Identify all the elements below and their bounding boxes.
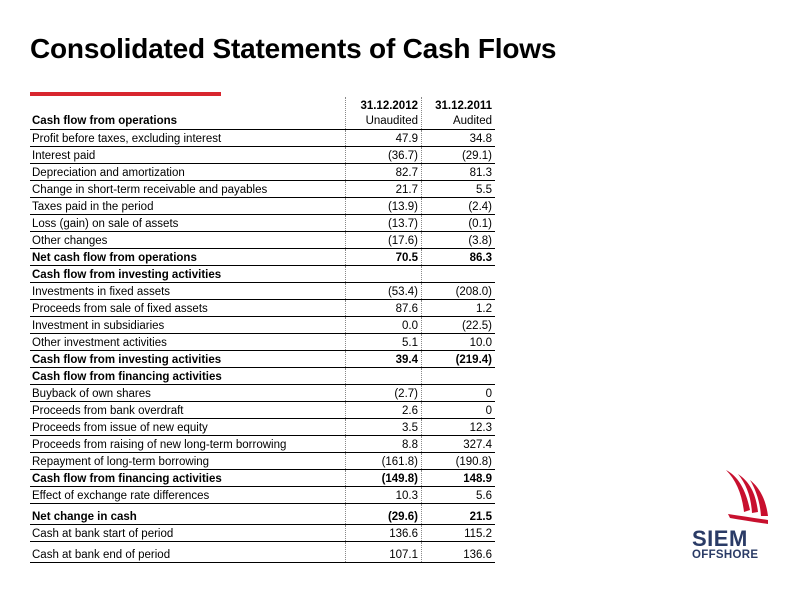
value-2011: 21.5 bbox=[422, 504, 496, 525]
table-row bbox=[30, 419, 495, 436]
row-label: Cash flow from financing activities bbox=[30, 470, 346, 487]
value-2012: 2.6 bbox=[346, 402, 422, 419]
table-row-total bbox=[30, 470, 495, 487]
row-label: Proceeds from issue of new equity bbox=[30, 419, 346, 436]
row-label: Depreciation and amortization bbox=[30, 164, 346, 181]
row-label: Loss (gain) on sale of assets bbox=[30, 215, 346, 232]
value-2012: 5.1 bbox=[346, 334, 422, 351]
value-2012: 107.1 bbox=[346, 542, 422, 563]
row-label: Taxes paid in the period bbox=[30, 198, 346, 215]
column-header-2012 bbox=[346, 97, 422, 130]
row-label: Cash at bank start of period bbox=[30, 525, 346, 542]
table-row bbox=[30, 283, 495, 300]
logo-wordmark-offshore: OFFSHORE bbox=[692, 549, 759, 561]
table-row bbox=[30, 542, 495, 563]
value-2012: 3.5 bbox=[346, 419, 422, 436]
row-label: Net change in cash bbox=[30, 504, 346, 525]
table-row-total bbox=[30, 266, 495, 283]
row-label: Interest paid bbox=[30, 147, 346, 164]
table-row bbox=[30, 487, 495, 504]
table-row bbox=[30, 317, 495, 334]
value-2012: 70.5 bbox=[346, 249, 422, 266]
value-2011: 148.9 bbox=[422, 470, 496, 487]
row-label: Cash at bank end of period bbox=[30, 542, 346, 563]
value-2011: (0.1) bbox=[422, 215, 496, 232]
value-2011: (190.8) bbox=[422, 453, 496, 470]
row-label: Buyback of own shares bbox=[30, 385, 346, 402]
value-2012: 82.7 bbox=[346, 164, 422, 181]
value-2012: 47.9 bbox=[346, 130, 422, 147]
value-2012: (29.6) bbox=[346, 504, 422, 525]
column-status-2011: Audited bbox=[452, 115, 492, 127]
table-row bbox=[30, 436, 495, 453]
value-2012 bbox=[346, 266, 422, 283]
table-row bbox=[30, 147, 495, 164]
table-row-total bbox=[30, 504, 495, 525]
value-2011: 5.5 bbox=[422, 181, 496, 198]
value-2011: (22.5) bbox=[422, 317, 496, 334]
value-2011 bbox=[422, 368, 496, 385]
row-label: Other investment activities bbox=[30, 334, 346, 351]
section-header-operations: Cash flow from operations bbox=[30, 97, 346, 130]
row-label: Investments in fixed assets bbox=[30, 283, 346, 300]
row-label: Effect of exchange rate differences bbox=[30, 487, 346, 504]
siem-offshore-logo bbox=[692, 470, 782, 580]
row-label: Proceeds from raising of new long-term borrowing bbox=[30, 436, 346, 453]
value-2011: (208.0) bbox=[422, 283, 496, 300]
value-2012: (2.7) bbox=[346, 385, 422, 402]
table-row bbox=[30, 385, 495, 402]
table-row bbox=[30, 130, 495, 147]
table-row-total bbox=[30, 351, 495, 368]
value-2011: (2.4) bbox=[422, 198, 496, 215]
value-2011: 34.8 bbox=[422, 130, 496, 147]
value-2011: (219.4) bbox=[422, 351, 496, 368]
table-row bbox=[30, 402, 495, 419]
value-2011: 0 bbox=[422, 402, 496, 419]
value-2011: 115.2 bbox=[422, 525, 496, 542]
value-2012: (53.4) bbox=[346, 283, 422, 300]
value-2012: (149.8) bbox=[346, 470, 422, 487]
value-2012: 0.0 bbox=[346, 317, 422, 334]
value-2011: 81.3 bbox=[422, 164, 496, 181]
column-date-2011: 31.12.2011 bbox=[435, 100, 492, 112]
value-2011: 0 bbox=[422, 385, 496, 402]
value-2012: 21.7 bbox=[346, 181, 422, 198]
value-2012: (36.7) bbox=[346, 147, 422, 164]
table-row bbox=[30, 198, 495, 215]
value-2012: (17.6) bbox=[346, 232, 422, 249]
table-row bbox=[30, 334, 495, 351]
page-title: Consolidated Statements of Cash Flows bbox=[30, 33, 557, 64]
table-row bbox=[30, 453, 495, 470]
logo-wordmark-siem: SIEM bbox=[692, 526, 748, 551]
row-label: Cash flow from financing activities bbox=[30, 368, 346, 385]
column-date-2012: 31.12.2012 bbox=[360, 100, 418, 112]
value-2012: 10.3 bbox=[346, 487, 422, 504]
value-2012: 87.6 bbox=[346, 300, 422, 317]
row-label: Repayment of long-term borrowing bbox=[30, 453, 346, 470]
value-2011: 327.4 bbox=[422, 436, 496, 453]
row-label: Cash flow from investing activities bbox=[30, 266, 346, 283]
table-row bbox=[30, 215, 495, 232]
sail-mark-icon bbox=[724, 470, 770, 528]
column-status-2012: Unaudited bbox=[365, 115, 418, 127]
row-label: Proceeds from sale of fixed assets bbox=[30, 300, 346, 317]
value-2012: 136.6 bbox=[346, 525, 422, 542]
value-2011: (29.1) bbox=[422, 147, 496, 164]
value-2011: 1.2 bbox=[422, 300, 496, 317]
row-label: Change in short-term receivable and payables bbox=[30, 181, 346, 198]
value-2012 bbox=[346, 368, 422, 385]
value-2011: 5.6 bbox=[422, 487, 496, 504]
value-2012: 8.8 bbox=[346, 436, 422, 453]
value-2011: (3.8) bbox=[422, 232, 496, 249]
table-row bbox=[30, 232, 495, 249]
row-label: Proceeds from bank overdraft bbox=[30, 402, 346, 419]
table-row bbox=[30, 300, 495, 317]
row-label: Other changes bbox=[30, 232, 346, 249]
value-2012: (13.7) bbox=[346, 215, 422, 232]
row-label: Cash flow from investing activities bbox=[30, 351, 346, 368]
value-2012: 39.4 bbox=[346, 351, 422, 368]
row-label: Investment in subsidiaries bbox=[30, 317, 346, 334]
table-row-total bbox=[30, 368, 495, 385]
column-header-2011 bbox=[422, 97, 496, 130]
value-2011: 86.3 bbox=[422, 249, 496, 266]
table-row bbox=[30, 181, 495, 198]
value-2011: 136.6 bbox=[422, 542, 496, 563]
value-2011: 12.3 bbox=[422, 419, 496, 436]
table-row bbox=[30, 525, 495, 542]
value-2012: (161.8) bbox=[346, 453, 422, 470]
cash-flow-table bbox=[30, 97, 495, 563]
value-2011: 10.0 bbox=[422, 334, 496, 351]
table-header-row bbox=[30, 97, 495, 130]
row-label: Net cash flow from operations bbox=[30, 249, 346, 266]
table-row bbox=[30, 164, 495, 181]
value-2011 bbox=[422, 266, 496, 283]
row-label: Profit before taxes, excluding interest bbox=[30, 130, 346, 147]
value-2012: (13.9) bbox=[346, 198, 422, 215]
table-row-total bbox=[30, 249, 495, 266]
title-underline bbox=[30, 92, 221, 96]
